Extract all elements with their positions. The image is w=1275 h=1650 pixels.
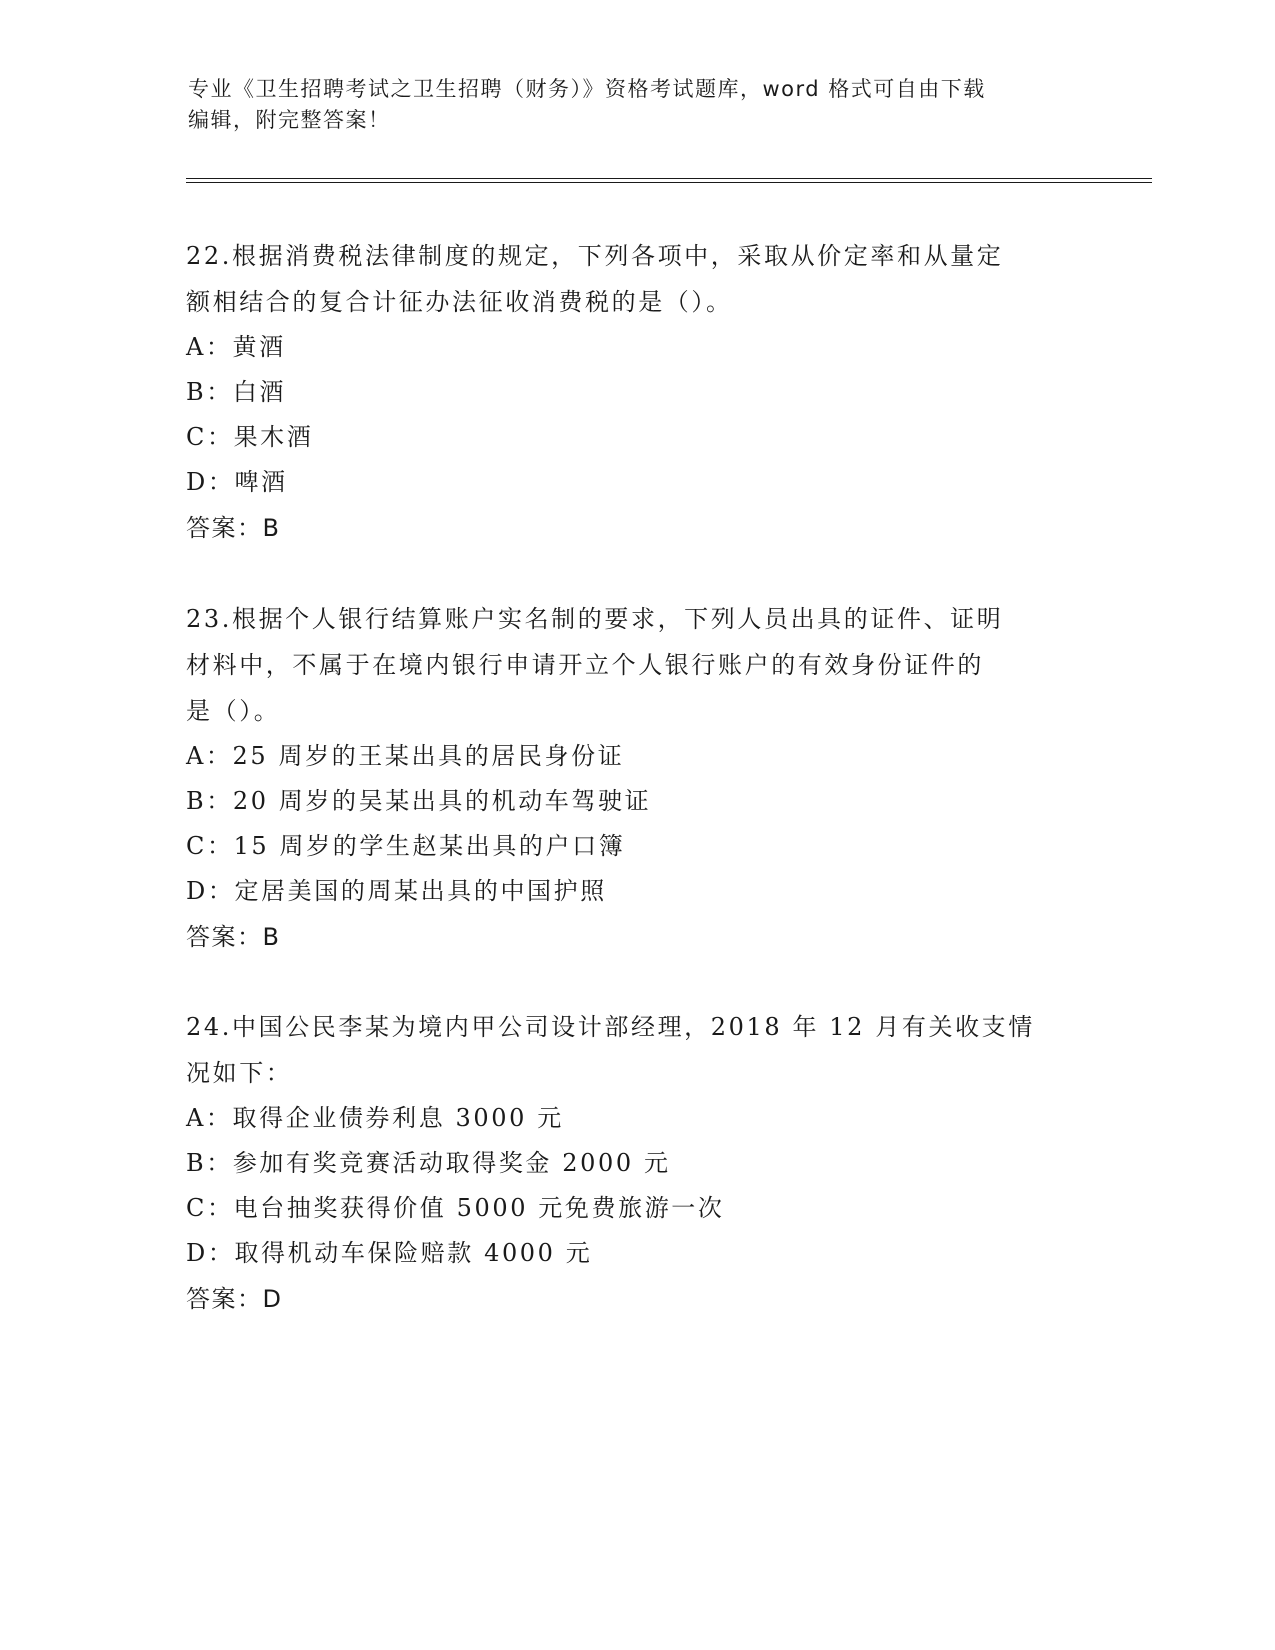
question-22 bbox=[186, 233, 1086, 551]
header-divider-top bbox=[186, 178, 1152, 179]
answer-line: 答案：B bbox=[186, 514, 281, 542]
option-b: B：参加有奖竞赛活动取得奖金 2000 元 bbox=[186, 1149, 671, 1177]
header-divider-bottom bbox=[186, 182, 1152, 183]
option-c: C：电台抽奖获得价值 5000 元免费旅游一次 bbox=[186, 1194, 725, 1222]
question-23 bbox=[186, 596, 1086, 960]
question-stem-line: 额相结合的复合计征办法征收消费税的是（）。 bbox=[186, 288, 733, 316]
option-d: D：定居美国的周某出具的中国护照 bbox=[186, 877, 607, 905]
question-stem-line: 24.中国公民李某为境内甲公司设计部经理，2018 年 12 月有关收支情 bbox=[186, 1013, 1035, 1041]
option-a: A：黄酒 bbox=[186, 333, 286, 361]
question-stem bbox=[186, 233, 1086, 325]
option-d: D：取得机动车保险赔款 4000 元 bbox=[186, 1239, 593, 1267]
header-line-2: 编辑，附完整答案！ bbox=[188, 108, 391, 132]
header-line-1: 专业《卫生招聘考试之卫生招聘（财务）》资格考试题库，word 格式可自由下载 bbox=[188, 77, 986, 101]
question-stem-line: 23.根据个人银行结算账户实名制的要求，下列人员出具的证件、证明 bbox=[186, 605, 1004, 633]
answer-line: 答案：D bbox=[186, 1285, 283, 1313]
question-stem bbox=[186, 596, 1086, 734]
question-stem-line: 22.根据消费税法律制度的规定，下列各项中，采取从价定率和从量定 bbox=[186, 242, 1004, 270]
answer-line: 答案：B bbox=[186, 923, 281, 951]
question-stem-line: 材料中，不属于在境内银行申请开立个人银行账户的有效身份证件的 bbox=[186, 651, 984, 679]
option-a: A：取得企业债券利息 3000 元 bbox=[186, 1104, 564, 1132]
question-24 bbox=[186, 1004, 1086, 1322]
document-header bbox=[188, 74, 1068, 136]
option-b: B：白酒 bbox=[186, 378, 287, 406]
option-a: A：25 周岁的王某出具的居民身份证 bbox=[186, 742, 625, 770]
option-c: C：15 周岁的学生赵某出具的户口簿 bbox=[186, 832, 626, 860]
option-b: B：20 周岁的吴某出具的机动车驾驶证 bbox=[186, 787, 652, 815]
question-stem bbox=[186, 1004, 1086, 1096]
option-c: C：果木酒 bbox=[186, 423, 314, 451]
option-d: D：啤酒 bbox=[186, 468, 288, 496]
question-stem-line: 是（）。 bbox=[186, 697, 281, 725]
question-stem-line: 况如下： bbox=[186, 1059, 293, 1087]
